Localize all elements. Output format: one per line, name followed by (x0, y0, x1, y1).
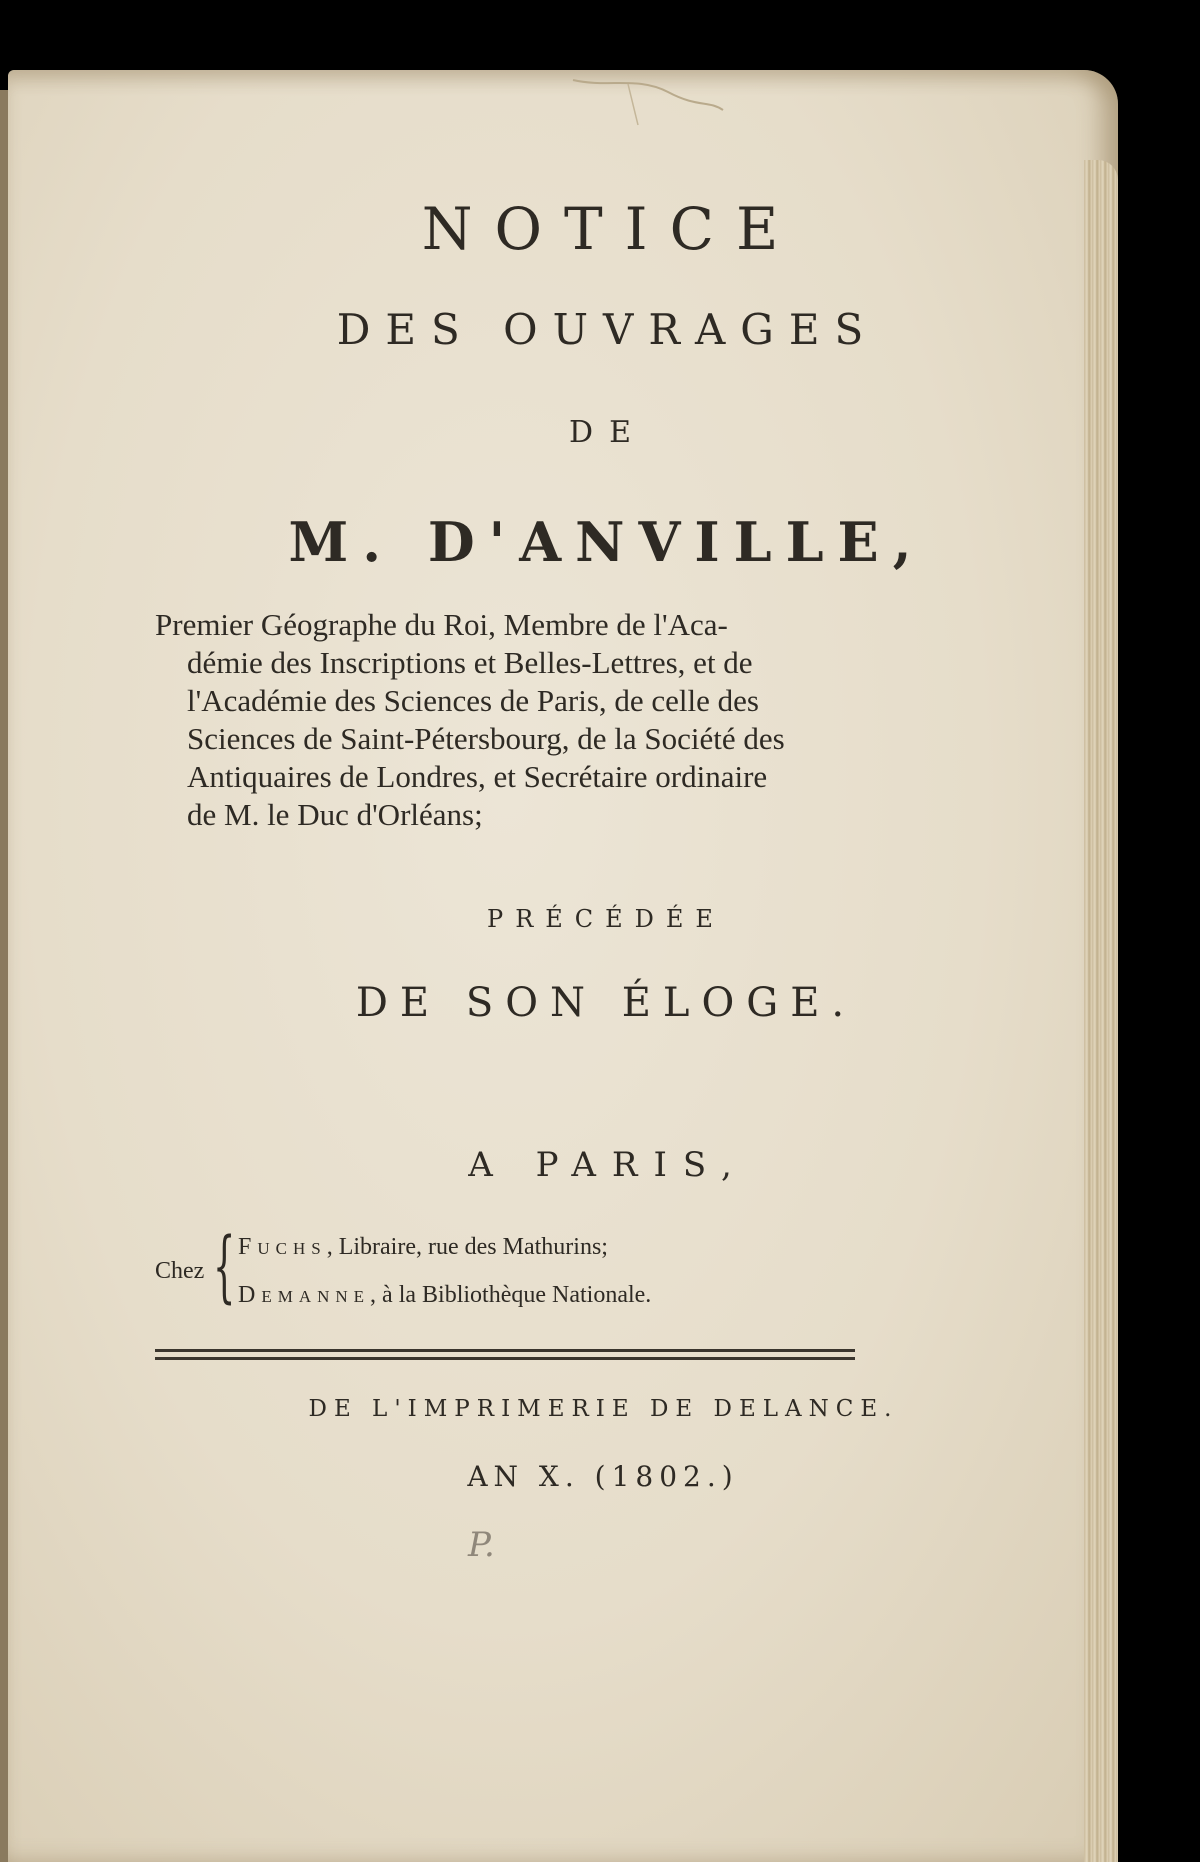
publication-date: AN X. (1802.) (467, 1460, 739, 1493)
preceded-heading: PRÉCÉDÉE (487, 905, 725, 933)
description-line: l'Académie des Sciences de Paris, de celle des (187, 683, 759, 718)
seller-name: Fuchs (238, 1234, 327, 1260)
seller-address: , à la Bibliothèque Nationale. (370, 1282, 652, 1308)
author-name: M. D'ANVILLE, (288, 510, 926, 574)
double-rule-top (155, 1349, 855, 1352)
seller-line-fuchs (238, 1234, 608, 1261)
seller-line-demanne (238, 1282, 651, 1309)
place-of-publication: A PARIS, (468, 1145, 748, 1185)
description-line: Premier Géographe du Roi, Membre de l'Aca- (155, 607, 728, 642)
chez-label: Chez (155, 1258, 205, 1284)
pencil-annotation: P. (468, 1525, 495, 1565)
printer-line: DE L'IMPRIMERIE DE DELANCE. (308, 1396, 899, 1422)
title-notice: NOTICE (421, 195, 801, 263)
paper-tear-mark (568, 70, 728, 130)
seller-address: , Libraire, rue des Mathurins; (326, 1234, 608, 1260)
author-description (155, 606, 865, 834)
brace-glyph: { (213, 1222, 236, 1312)
description-line: Sciences de Saint-Pétersbourg, de la Société des (187, 721, 785, 756)
eloge-heading: DE SON ÉLOGE. (355, 980, 857, 1026)
description-line: Antiquaires de Londres, et Secrétaire ordinaire (187, 759, 768, 794)
description-line: démie des Inscriptions et Belles-Lettres, et de (187, 645, 753, 680)
description-line: de M. le Duc d'Orléans; (187, 797, 483, 832)
seller-name: Demanne (238, 1282, 371, 1308)
double-rule-bottom (155, 1357, 855, 1360)
title-de: DE (569, 415, 647, 450)
title-des-ouvrages: DES OUVRAGES (336, 305, 879, 354)
